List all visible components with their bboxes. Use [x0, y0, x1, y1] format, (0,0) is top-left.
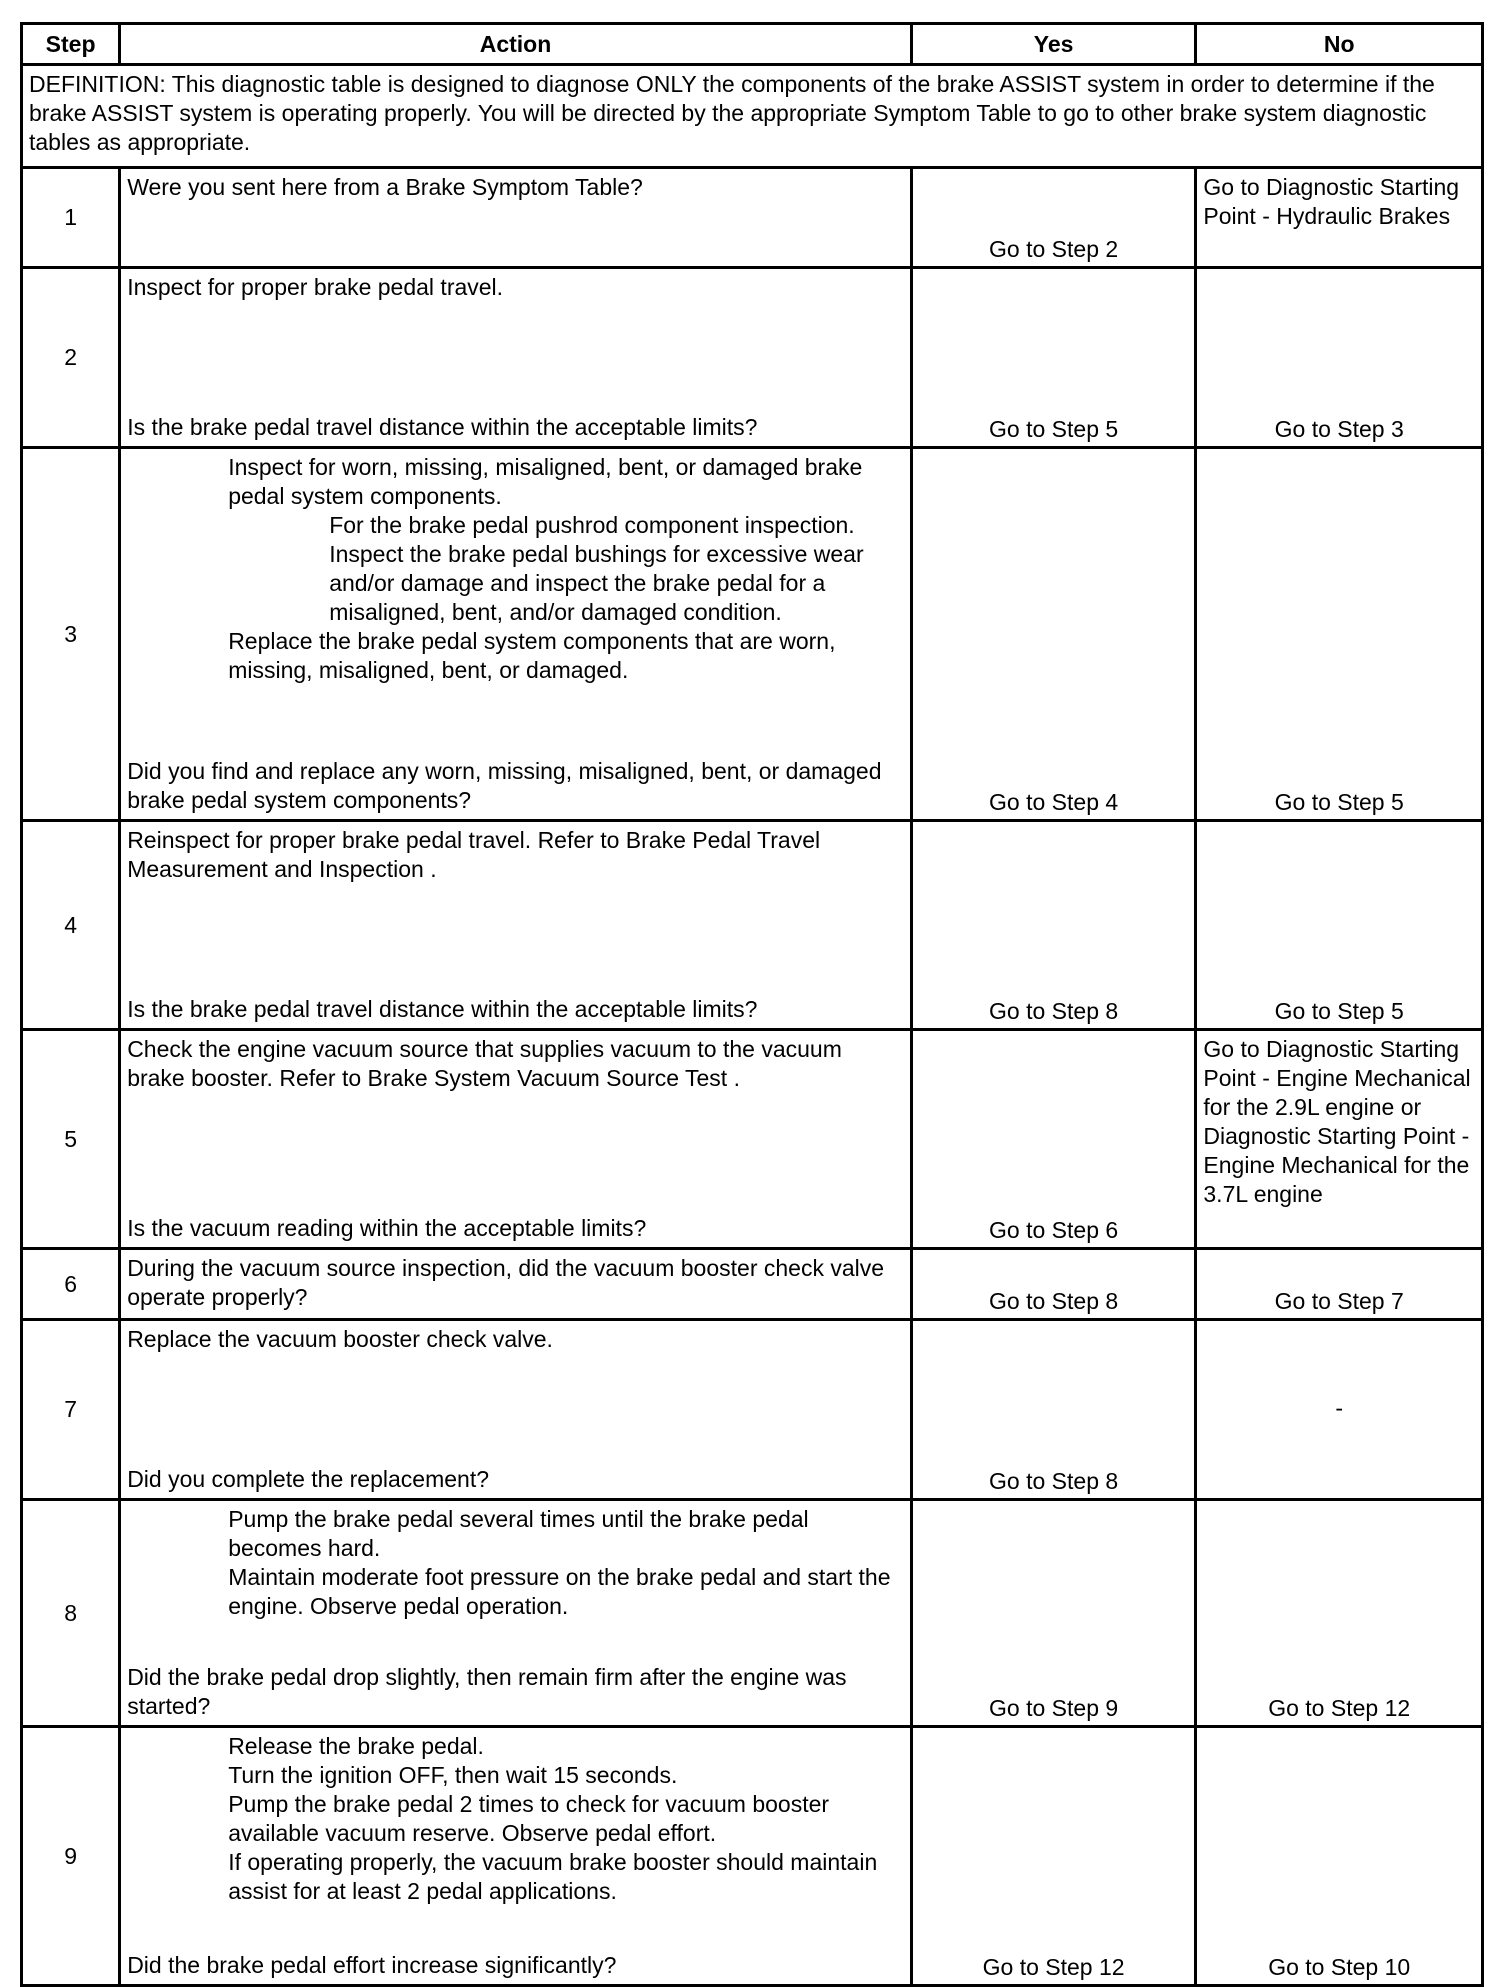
step-instruction: Inspect for worn, missing, misaligned, bent, or damaged brake pedal system components. — [228, 454, 863, 509]
step-question: Is the brake pedal travel distance within the acceptable limits? — [127, 414, 758, 440]
no-result: Go to Step 5 — [1196, 821, 1483, 1030]
step-question: Is the vacuum reading within the acceptable limits? — [127, 1215, 647, 1241]
step-instruction: Pump the brake pedal 2 times to check for vacuum booster available vacuum reserve. Observe pedal effort. — [228, 1791, 830, 1846]
step-number: 3 — [22, 448, 120, 821]
step-question: Is the brake pedal travel distance within the acceptable limits? — [127, 996, 758, 1022]
step-number: 5 — [22, 1030, 120, 1249]
step-instruction: Replace the vacuum booster check valve. — [127, 1326, 553, 1352]
table-row — [22, 1030, 1483, 1249]
yes-result: Go to Step 8 — [911, 821, 1196, 1030]
no-result: Go to Step 10 — [1196, 1727, 1483, 1986]
step-sub-instruction: For the brake pedal pushrod component inspection. — [329, 512, 855, 538]
step-instruction: Inspect for proper brake pedal travel. — [127, 274, 504, 300]
step-instruction: Reinspect for proper brake pedal travel. Refer to Brake Pedal Travel Measurement and Inspection . — [127, 827, 821, 882]
step-action — [120, 448, 912, 821]
yes-result: Go to Step 12 — [911, 1727, 1196, 1986]
table-row — [22, 1320, 1483, 1500]
step-action — [120, 268, 912, 448]
step-sub-instruction: Inspect the brake pedal bushings for excessive wear and/or damage and inspect the brake pedal for a misaligned, bent, and/or damaged condition. — [329, 541, 864, 625]
table-row — [22, 268, 1483, 448]
table-row — [22, 168, 1483, 268]
no-result: Go to Step 12 — [1196, 1500, 1483, 1727]
step-action — [120, 1249, 912, 1320]
header-no: No — [1196, 24, 1483, 65]
step-question: Did the brake pedal effort increase significantly? — [127, 1952, 617, 1978]
step-number: 9 — [22, 1727, 120, 1986]
header-step: Step — [22, 24, 120, 65]
no-result: - — [1196, 1320, 1483, 1500]
table-row — [22, 1500, 1483, 1727]
step-number: 1 — [22, 168, 120, 268]
step-instruction: Maintain moderate foot pressure on the brake pedal and start the engine. Observe pedal operation. — [228, 1564, 891, 1619]
table-row — [22, 1727, 1483, 1986]
step-question: Did you find and replace any worn, missing, misaligned, bent, or damaged brake pedal system components? — [127, 758, 882, 813]
definition-text: DEFINITION: This diagnostic table is designed to diagnose ONLY the components of the brake ASSIST system in order to determine if the brake ASSIST system is operating properly. You will be directed by the appropriate Symptom Table to go to other brake system diagnostic tables as appropriate. — [22, 65, 1483, 168]
step-action — [120, 821, 912, 1030]
step-instruction: Release the brake pedal. — [228, 1733, 484, 1759]
step-number: 7 — [22, 1320, 120, 1500]
step-instruction: Turn the ignition OFF, then wait 15 seconds. — [228, 1762, 678, 1788]
table-row — [22, 1249, 1483, 1320]
no-result: Go to Diagnostic Starting Point - Engine Mechanical for the 2.9L engine or Diagnostic Starting Point - Engine Mechanical for the 3.7L engine — [1196, 1030, 1483, 1249]
step-number: 6 — [22, 1249, 120, 1320]
step-question: Did the brake pedal drop slightly, then remain firm after the engine was started? — [127, 1664, 847, 1719]
header-action: Action — [120, 24, 912, 65]
no-result: Go to Step 7 — [1196, 1249, 1483, 1320]
no-result: Go to Diagnostic Starting Point - Hydraulic Brakes — [1196, 168, 1483, 268]
table-row — [22, 821, 1483, 1030]
step-question: Were you sent here from a Brake Symptom Table? — [127, 174, 643, 200]
step-action — [120, 1030, 912, 1249]
yes-result: Go to Step 5 — [911, 268, 1196, 448]
table-row — [22, 448, 1483, 821]
no-result: Go to Step 5 — [1196, 448, 1483, 821]
step-action — [120, 1727, 912, 1986]
yes-result: Go to Step 8 — [911, 1249, 1196, 1320]
step-instruction: Replace the brake pedal system components that are worn, missing, misaligned, bent, or damaged. — [228, 628, 836, 683]
step-action — [120, 1320, 912, 1500]
no-result: Go to Step 3 — [1196, 268, 1483, 448]
step-number: 4 — [22, 821, 120, 1030]
step-action — [120, 1500, 912, 1727]
yes-result: Go to Step 4 — [911, 448, 1196, 821]
step-question: Did you complete the replacement? — [127, 1466, 489, 1492]
step-action — [120, 168, 912, 268]
definition-row — [22, 65, 1483, 168]
step-instruction: Check the engine vacuum source that supplies vacuum to the vacuum brake booster. Refer to Brake System Vacuum Source Test . — [127, 1036, 842, 1091]
yes-result: Go to Step 8 — [911, 1320, 1196, 1500]
yes-result: Go to Step 2 — [911, 168, 1196, 268]
yes-result: Go to Step 6 — [911, 1030, 1196, 1249]
step-instruction: Pump the brake pedal several times until the brake pedal becomes hard. — [228, 1506, 809, 1561]
header-yes: Yes — [911, 24, 1196, 65]
diagnostic-table — [20, 22, 1484, 1987]
header-row — [22, 24, 1483, 65]
step-number: 2 — [22, 268, 120, 448]
yes-result: Go to Step 9 — [911, 1500, 1196, 1727]
step-question: During the vacuum source inspection, did the vacuum booster check valve operate properly? — [127, 1255, 885, 1310]
step-instruction: If operating properly, the vacuum brake booster should maintain assist for at least 2 pedal applications. — [228, 1849, 878, 1904]
step-number: 8 — [22, 1500, 120, 1727]
